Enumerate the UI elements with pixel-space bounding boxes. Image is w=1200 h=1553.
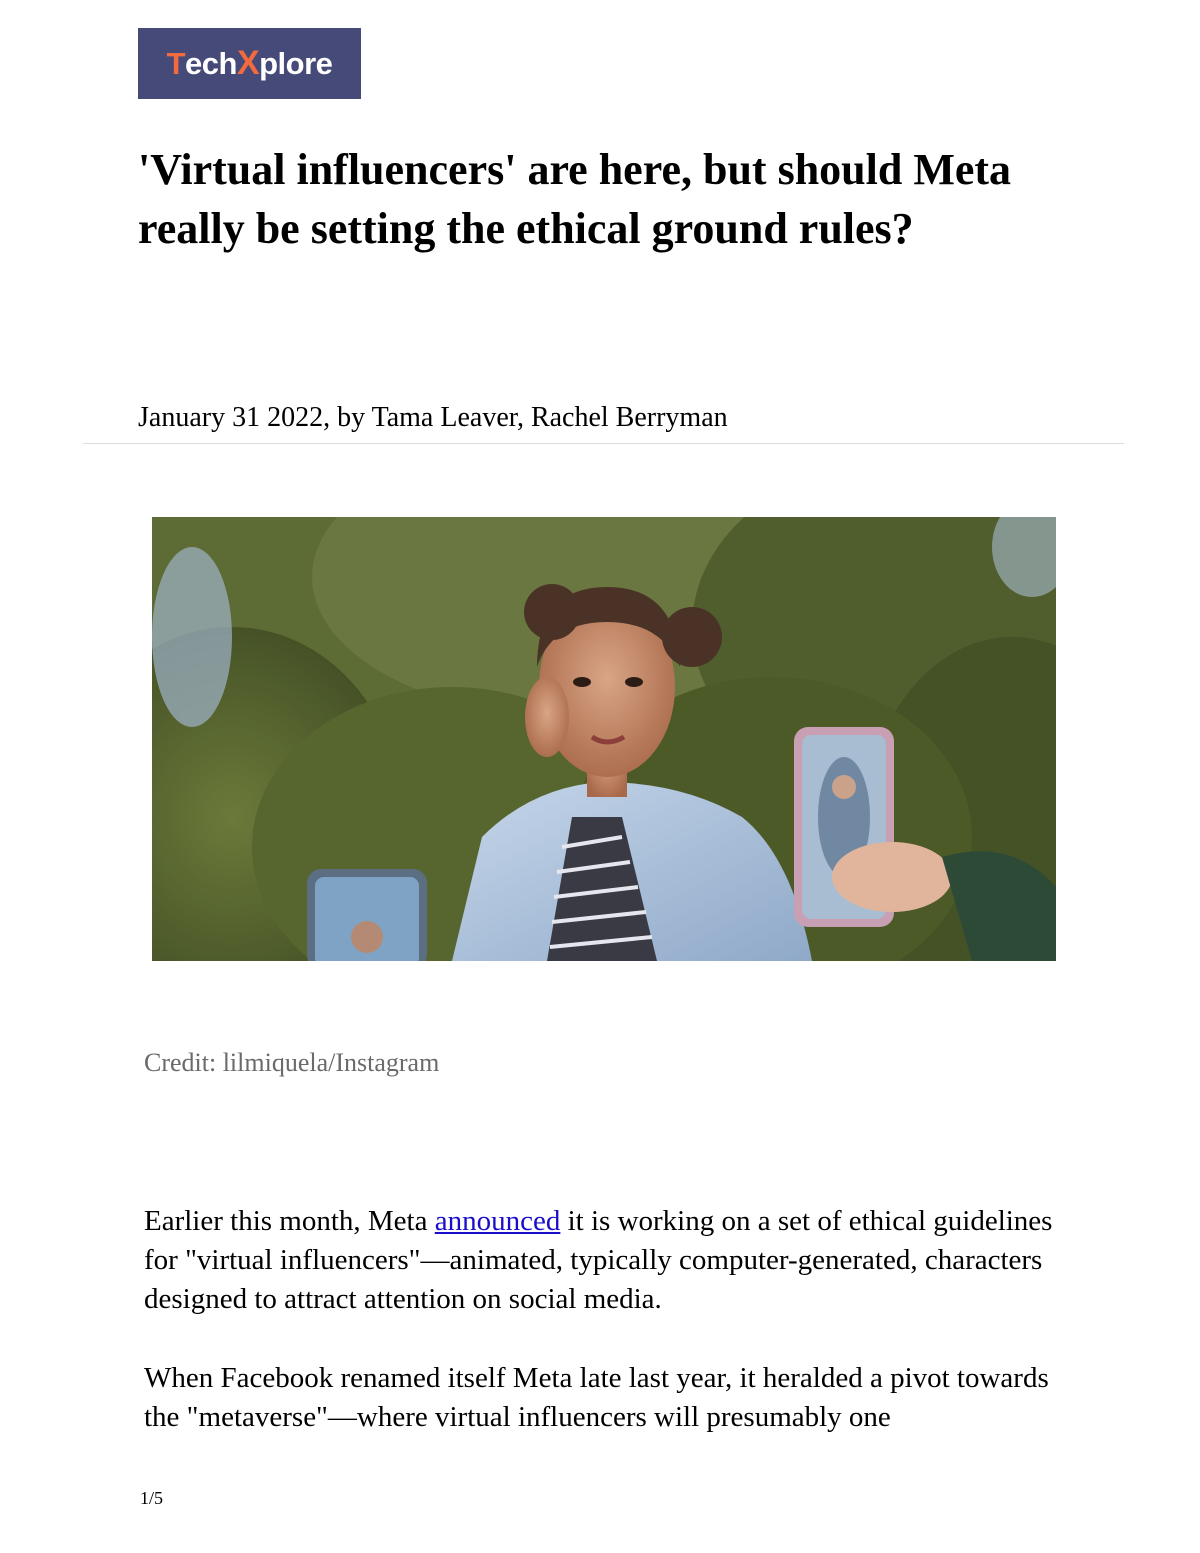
p1-text-before: Earlier this month, Meta bbox=[144, 1205, 435, 1237]
image-credit: Credit: lilmiquela/Instagram bbox=[144, 1048, 440, 1077]
logo-x: X bbox=[236, 44, 260, 82]
logo-plore: plore bbox=[259, 45, 333, 81]
techxplore-logo[interactable] bbox=[138, 28, 361, 99]
page-number: 1/5 bbox=[140, 1488, 164, 1508]
phone-left bbox=[307, 869, 427, 961]
p1-text-after: it is working on a set of ethical guidelines for "virtual influencers"—animated, typically computer-generated, characters designed to attract attention on social media. bbox=[144, 1205, 1053, 1315]
hero-illustration bbox=[152, 517, 1056, 961]
announced-link[interactable]: announced bbox=[434, 1205, 561, 1237]
logo-wordmark bbox=[167, 44, 333, 83]
paragraph-1 bbox=[144, 1202, 1064, 1319]
logo-ech: ech bbox=[185, 45, 237, 81]
article-title: 'Virtual influencers' are here, but should Meta really be setting the ethical ground rules? bbox=[138, 145, 1012, 253]
hair-bun-right bbox=[662, 607, 722, 667]
article-hero-image bbox=[152, 517, 1056, 961]
paragraph-2: When Facebook renamed itself Meta late last year, it heralded a pivot towards the "metaverse"—where virtual influencers will presumably one bbox=[144, 1362, 1049, 1433]
hair-bun-left bbox=[524, 584, 580, 640]
byline-divider bbox=[83, 443, 1124, 444]
holding-hand bbox=[832, 842, 952, 912]
hand-near-face bbox=[525, 677, 569, 757]
article-byline: January 31 2022, by Tama Leaver, Rachel Berryman bbox=[138, 402, 728, 433]
logo-t: T bbox=[166, 45, 186, 81]
